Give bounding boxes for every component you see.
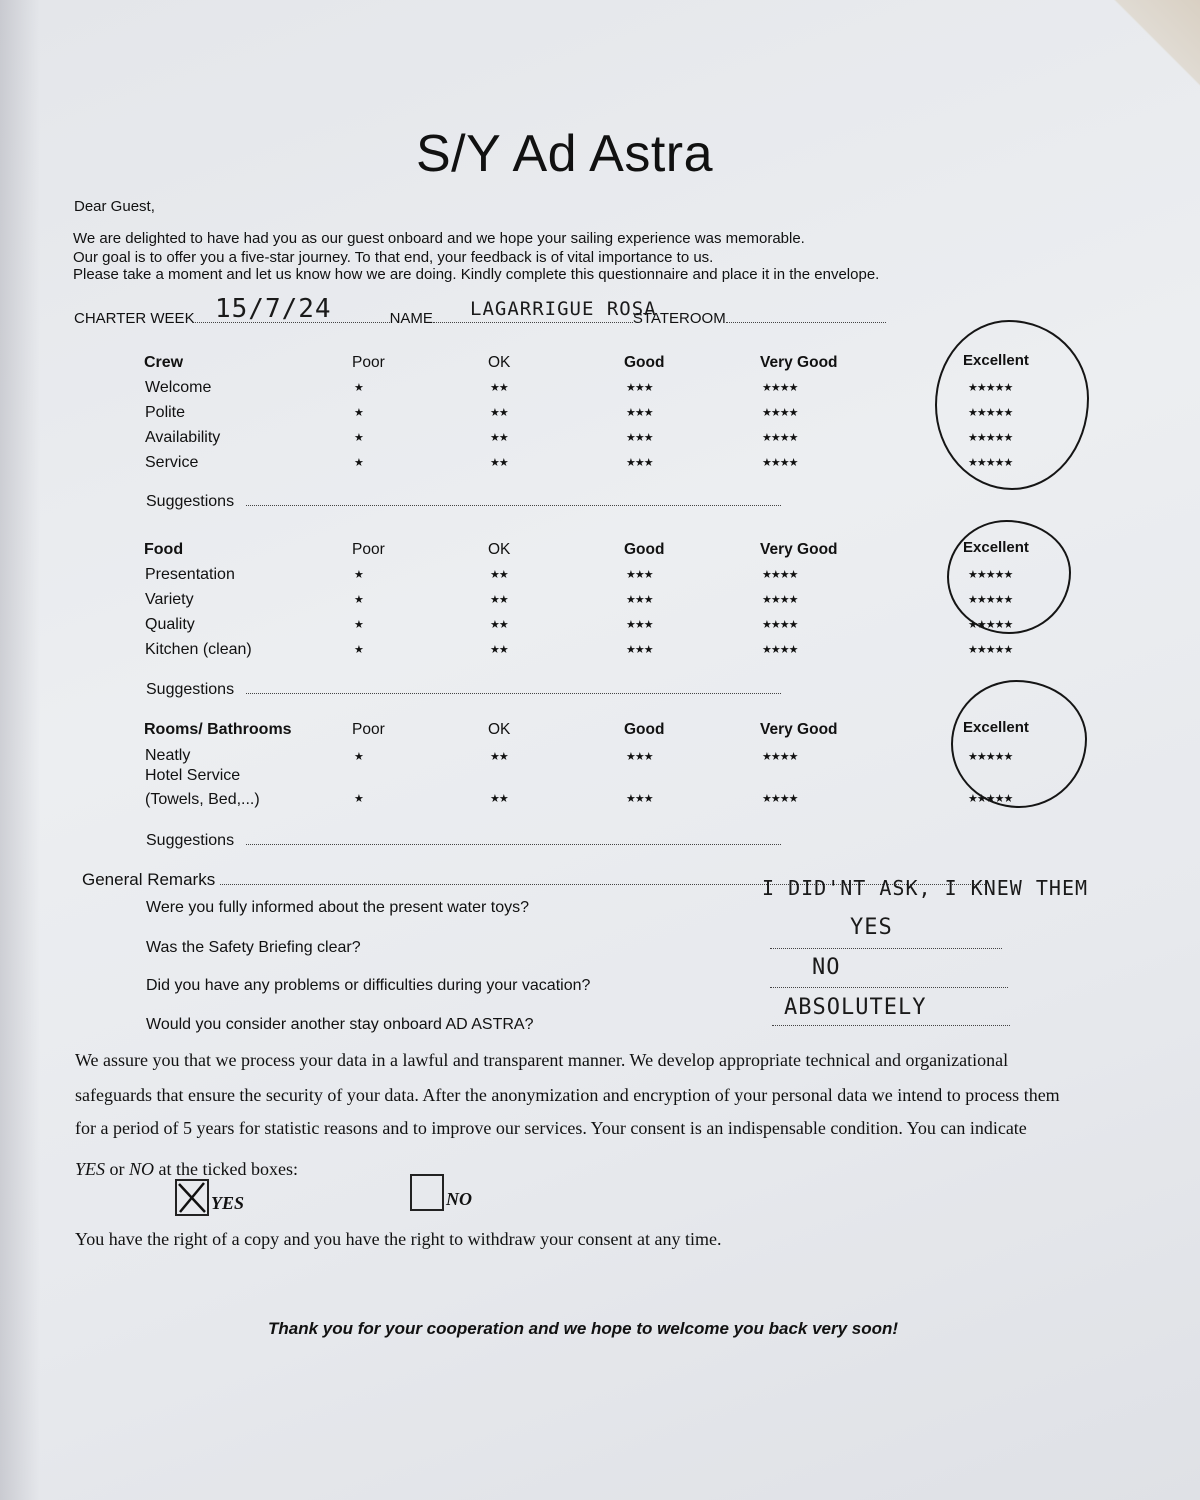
- rating-option-stars[interactable]: ★★★★: [762, 619, 798, 631]
- answer-1: I DID'NT ASK, I KNEW THEM: [762, 876, 1089, 900]
- rating-item-label: Neatly: [145, 747, 191, 764]
- charter-week-value: 15/7/24: [215, 294, 332, 324]
- privacy-line-4: [75, 1159, 298, 1180]
- rating-option-stars[interactable]: ★★: [490, 432, 508, 444]
- rating-item-label: Quality: [145, 616, 195, 633]
- section-header: Food: [144, 541, 184, 558]
- rating-item-label: Polite: [145, 404, 186, 421]
- suggestions-line[interactable]: [246, 681, 781, 694]
- privacy-yes-word: YES: [75, 1159, 106, 1179]
- column-header: Excellent: [963, 539, 1029, 556]
- intro-line-3: Please take a moment and let us know how we are doing. Kindly complete this questionnaire and place it in the envelope.: [73, 266, 880, 283]
- rating-option-stars[interactable]: ★★: [490, 407, 508, 419]
- rating-option-stars[interactable]: ★★★: [626, 644, 653, 656]
- privacy-line-2: safeguards that ensure the security of your data. After the anonymization and encryption of your personal data we intend to process them: [75, 1085, 1060, 1105]
- rating-option-stars[interactable]: ★★★★: [762, 569, 798, 581]
- rating-option-stars[interactable]: ★★: [490, 751, 508, 763]
- thanks-message: Thank you for your cooperation and we hope to welcome you back very soon!: [268, 1319, 899, 1338]
- column-header: Poor: [352, 354, 385, 371]
- rating-option-stars[interactable]: ★★: [490, 569, 508, 581]
- rating-option-stars[interactable]: ★★★: [626, 619, 653, 631]
- name-label: NAME: [389, 310, 433, 327]
- rating-item-label: Variety: [145, 591, 194, 608]
- column-header: Very Good: [760, 541, 838, 558]
- rating-option-stars[interactable]: ★★★★: [762, 751, 798, 763]
- suggestions-row: [146, 493, 781, 511]
- suggestions-row: [146, 681, 781, 699]
- answer-3: NO: [812, 955, 841, 980]
- privacy-ticked-text: at the ticked boxes:: [154, 1159, 298, 1179]
- rating-option-stars[interactable]: ★★★: [626, 432, 653, 444]
- rating-option-stars[interactable]: ★★: [490, 619, 508, 631]
- column-header: Excellent: [963, 352, 1029, 369]
- rating-option-stars[interactable]: ★★★★★: [968, 751, 1013, 763]
- section-header: Rooms/ Bathrooms: [144, 721, 292, 738]
- rating-option-stars[interactable]: ★★★★: [762, 594, 798, 606]
- rating-option-stars[interactable]: ★★★★: [762, 793, 798, 805]
- rating-option-stars[interactable]: ★★★★: [762, 432, 798, 444]
- rating-option-stars[interactable]: ★★: [490, 793, 508, 805]
- rating-option-stars[interactable]: ★★: [490, 382, 508, 394]
- rating-option-stars[interactable]: ★: [354, 382, 363, 394]
- rating-item-label: (Towels, Bed,...): [145, 791, 260, 808]
- rating-option-stars[interactable]: ★★: [490, 594, 508, 606]
- suggestions-line[interactable]: [246, 832, 781, 845]
- question-3: Did you have any problems or difficulties during your vacation?: [146, 977, 591, 994]
- answer-2: YES: [850, 915, 893, 940]
- rating-option-stars[interactable]: ★: [354, 644, 363, 656]
- privacy-or-word: or: [105, 1159, 130, 1179]
- suggestions-row: [146, 832, 781, 850]
- paper-edge-shadow: [0, 0, 40, 1500]
- consent-no-checkbox[interactable]: [410, 1174, 444, 1211]
- rating-option-stars[interactable]: ★★★★: [762, 382, 798, 394]
- column-header: Poor: [352, 541, 385, 558]
- column-header: Good: [624, 541, 665, 558]
- question-4: Would you consider another stay onboard AD ASTRA?: [146, 1016, 534, 1033]
- rating-option-stars[interactable]: ★★★★★: [968, 644, 1013, 656]
- consent-yes-checkbox[interactable]: [175, 1179, 209, 1216]
- rating-option-stars[interactable]: ★: [354, 594, 363, 606]
- rating-option-stars[interactable]: ★: [354, 751, 363, 763]
- intro-line-2: Our goal is to offer you a five-star journey. To that end, your feedback is of vital importance to us.: [73, 249, 714, 266]
- rating-item-label: Welcome: [145, 379, 212, 396]
- rating-option-stars[interactable]: ★★: [490, 644, 508, 656]
- rating-item-label: Availability: [145, 429, 221, 446]
- rating-option-stars[interactable]: ★★★★★: [968, 407, 1013, 419]
- suggestions-label: Suggestions: [146, 493, 235, 510]
- rating-option-stars[interactable]: ★★★★★: [968, 569, 1013, 581]
- column-header: OK: [488, 721, 511, 738]
- column-header: Poor: [352, 721, 385, 738]
- greeting: Dear Guest,: [74, 198, 155, 215]
- rating-option-stars[interactable]: ★: [354, 457, 363, 469]
- rating-item-label: Presentation: [145, 566, 235, 583]
- rating-option-stars[interactable]: ★★★★★: [968, 457, 1013, 469]
- privacy-rights: You have the right of a copy and you have the right to withdraw your consent at any time.: [75, 1229, 722, 1249]
- rating-option-stars[interactable]: ★★★★★: [968, 382, 1013, 394]
- rating-item-label: Service: [145, 454, 199, 471]
- rating-item-label: Hotel Service: [145, 767, 241, 784]
- rating-option-stars[interactable]: ★: [354, 432, 363, 444]
- rating-option-stars[interactable]: ★★: [490, 457, 508, 469]
- rating-option-stars[interactable]: ★★★★★: [968, 619, 1013, 631]
- page-title: S/Y Ad Astra: [416, 125, 714, 183]
- column-header: Very Good: [760, 354, 838, 371]
- stateroom-line[interactable]: [726, 310, 886, 323]
- suggestions-label: Suggestions: [146, 832, 235, 849]
- rating-option-stars[interactable]: ★: [354, 407, 363, 419]
- consent-no-label: NO: [446, 1189, 472, 1209]
- column-header: OK: [488, 541, 511, 558]
- charter-week-label: CHARTER WEEK: [74, 310, 195, 327]
- rating-option-stars[interactable]: ★★★★: [762, 407, 798, 419]
- rating-option-stars[interactable]: ★★★★★: [968, 594, 1013, 606]
- question-1: Were you fully informed about the present water toys?: [146, 899, 530, 916]
- rating-option-stars[interactable]: ★★★: [626, 594, 653, 606]
- rating-option-stars[interactable]: ★★★★: [762, 457, 798, 469]
- privacy-line-3: for a period of 5 years for statistic reasons and to improve our services. Your consent is an indispensable condition. You can indicate: [75, 1118, 1027, 1138]
- rating-option-stars[interactable]: ★★★: [626, 751, 653, 763]
- rating-option-stars[interactable]: ★★★★: [762, 644, 798, 656]
- rating-item-label: Kitchen (clean): [145, 641, 252, 658]
- background-corner: [1080, 0, 1200, 120]
- column-header: Excellent: [963, 719, 1029, 736]
- question-2: Was the Safety Briefing clear?: [146, 939, 361, 956]
- column-header: Good: [624, 354, 665, 371]
- rating-option-stars[interactable]: ★★★: [626, 407, 653, 419]
- rating-option-stars[interactable]: ★★★★★: [968, 793, 1013, 805]
- privacy-no-word: NO: [129, 1159, 155, 1179]
- suggestions-label: Suggestions: [146, 681, 235, 698]
- rating-option-stars[interactable]: ★★★★★: [968, 432, 1013, 444]
- check-x-icon: [177, 1181, 207, 1214]
- general-remarks-label: General Remarks: [82, 870, 216, 889]
- column-header: Very Good: [760, 721, 838, 738]
- answer-4: ABSOLUTELY: [784, 995, 927, 1020]
- privacy-line-1: We assure you that we process your data in a lawful and transparent manner. We develop appropriate technical and organizational: [75, 1050, 1009, 1070]
- rating-option-stars[interactable]: ★★★: [626, 793, 653, 805]
- answer-line-3[interactable]: [770, 975, 1008, 993]
- intro-line-1: We are delighted to have had you as our guest onboard and we hope your sailing experience was memorable.: [73, 230, 805, 247]
- rating-option-stars[interactable]: ★: [354, 793, 363, 805]
- column-header: Good: [624, 721, 665, 738]
- rating-option-stars[interactable]: ★: [354, 619, 363, 631]
- column-header: OK: [488, 354, 511, 371]
- rating-option-stars[interactable]: ★★★: [626, 457, 653, 469]
- consent-yes-label: YES: [211, 1193, 245, 1213]
- suggestions-line[interactable]: [246, 493, 781, 506]
- stateroom-label: STATEROOM: [632, 310, 726, 327]
- rating-option-stars[interactable]: ★★★: [626, 382, 653, 394]
- name-value: LAGARRIGUE ROSA: [470, 298, 657, 320]
- rating-option-stars[interactable]: ★★★: [626, 569, 653, 581]
- rating-option-stars[interactable]: ★: [354, 569, 363, 581]
- section-header: Crew: [144, 354, 184, 371]
